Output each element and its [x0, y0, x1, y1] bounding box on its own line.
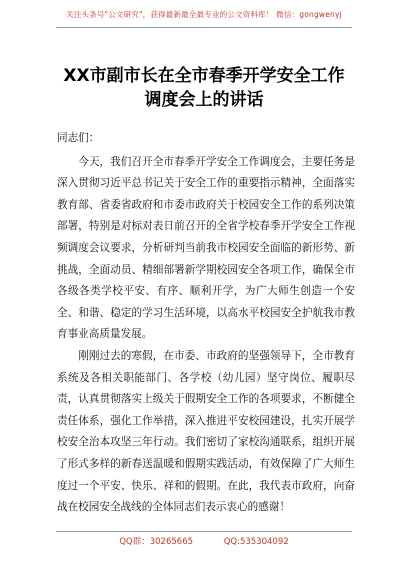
paragraph-2: 刚刚过去的寒假，在市委、市政府的坚强领导下，全市教育系统及各相关职能部门、各学校（幼儿园）坚守岗位、履职尽责，认真贯彻落实上级关于假期安全工作的各项要求，不断健全责任体系，强化工作举措，深入推进平安校园建设，扎实开展学校安全治本攻坚三年行动。我们密切了家校沟通联系，组织开展了形式多样的新春送温暖和假期实践活动，有效保障了广大师生度过一个平安、快乐、祥和的假期。在此，我代表市政府，向奋战在校园安全战线的全体同志们表示衷心的感谢！: [57, 349, 355, 514]
footer: [0, 535, 408, 547]
footer-qq-group: QQ群：30265665: [119, 537, 194, 547]
salutation: 同志们：: [57, 132, 100, 144]
paragraph-1: 今天，我们召开全市春季开学安全工作调度会，主要任务是深入贯彻习近平总书记关于安全工作的重要指示精神，全面落实教育部、省委省政府和市委市政府关于校园安全工作的系列决策部署，特别是对标对表日前召开的全省学校春季开学安全工作视频调度会议要求，分析研判当前我市校园安全面临的新形势、新挑战，全面动员、精细部署新学期校园安全各项工作，确保全市各级各类学校平安、有序、顺利开学，为广大师生创造一个安全、和谐、稳定的学习生活环境，以高水平校园安全护航我市教育事业高质量发展。: [57, 155, 355, 341]
header-note: 关注头条号"公文研究"，获得最新最全最专业的公文资料库！ 微信：gongwenyj: [66, 10, 342, 19]
header-divider: [56, 27, 352, 28]
footer-qq: QQ:535304092: [223, 537, 289, 547]
footer-divider: [56, 531, 352, 532]
document-title: XX市副市长在全市春季开学安全工作调度会上的讲话: [63, 66, 345, 110]
document-body: [57, 128, 355, 519]
